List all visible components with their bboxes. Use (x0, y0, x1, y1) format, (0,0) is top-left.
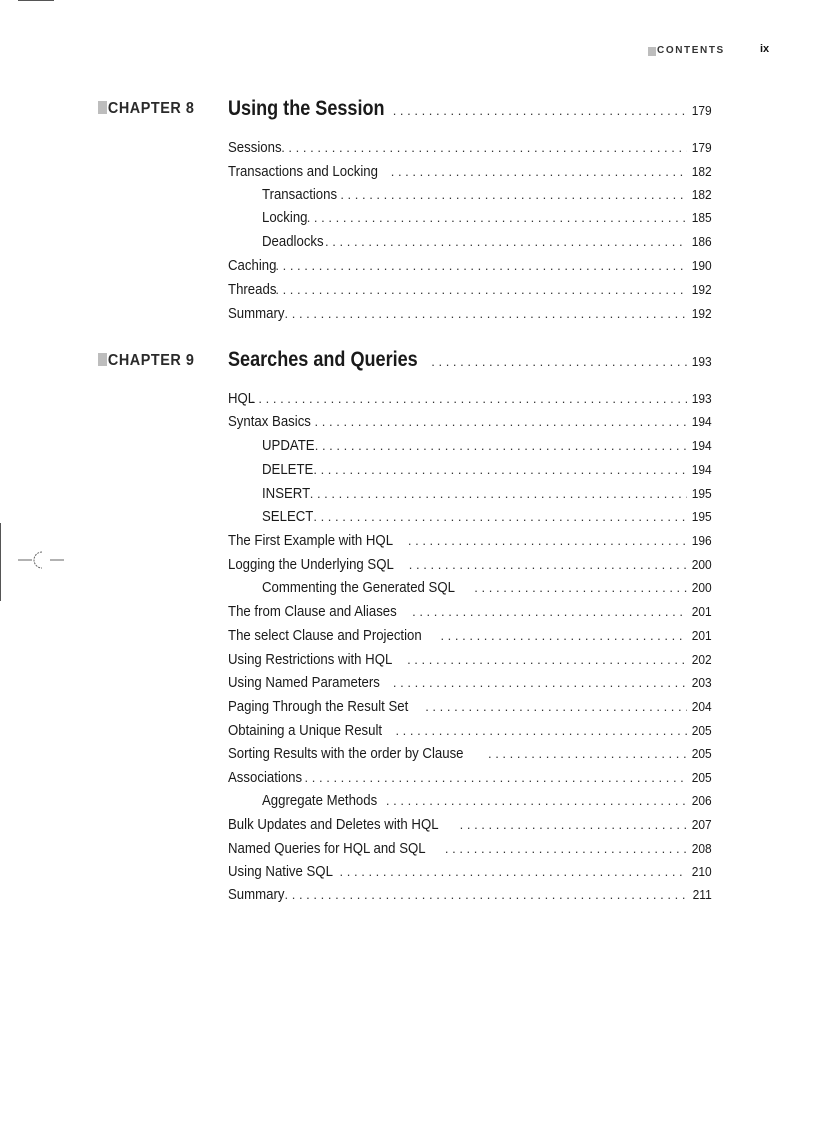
dot-leader (408, 533, 687, 549)
chapter-label-9: CHAPTER 9 (98, 352, 194, 372)
entry-page: 205 (692, 770, 712, 785)
dot-leader (474, 580, 687, 596)
toc-entry[interactable] (228, 840, 712, 857)
entry-page: 195 (692, 486, 712, 501)
dot-leader (275, 282, 687, 298)
toc-entry[interactable] (228, 627, 712, 644)
toc-subentry[interactable] (262, 792, 712, 809)
dot-leader (285, 306, 688, 322)
entry-page: 182 (692, 164, 712, 179)
toc-entry[interactable] (228, 816, 712, 833)
running-head (600, 45, 780, 61)
entry-page: 194 (692, 462, 712, 477)
entry-page: 211 (692, 887, 712, 902)
running-head-label: CONTENTS (657, 45, 725, 56)
entry-page: 200 (692, 557, 712, 572)
dot-leader (285, 887, 689, 903)
entry-page: 182 (692, 187, 712, 202)
entry-title: The select Clause and Projection (228, 627, 422, 644)
entry-title: INSERT (262, 485, 311, 502)
toc-entry[interactable] (228, 769, 712, 786)
toc-entry[interactable] (228, 532, 712, 549)
dot-leader (305, 770, 688, 786)
entry-page: 208 (692, 841, 712, 856)
entry-page: 201 (692, 604, 712, 619)
dot-leader (391, 164, 688, 180)
entry-page: 207 (692, 817, 712, 832)
toc-entry[interactable] (228, 556, 712, 573)
entry-page: 194 (692, 414, 712, 429)
entry-page: 195 (692, 509, 712, 524)
entry-title: Syntax Basics (228, 413, 311, 430)
entry-title: HQL (228, 390, 256, 407)
entry-page: 192 (692, 306, 712, 321)
toc-subentry[interactable] (262, 508, 712, 525)
entry-title: Paging Through the Result Set (228, 698, 409, 715)
entry-title: SELECT (262, 508, 314, 525)
entry-title: Using Restrictions with HQL (228, 651, 393, 668)
entry-title: Obtaining a Unique Result (228, 722, 383, 739)
entry-title: Transactions and Locking (228, 163, 378, 180)
dot-leader (310, 486, 688, 502)
entry-title: Caching (228, 257, 277, 274)
toc-entry[interactable] (228, 651, 712, 668)
toc-entry[interactable] (228, 305, 712, 322)
entry-title: UPDATE (262, 437, 315, 454)
entry-page: 201 (692, 628, 712, 643)
dot-leader (440, 628, 687, 644)
entry-title: Summary (228, 886, 285, 903)
entry-title: Deadlocks (262, 233, 324, 250)
entry-title: Bulk Updates and Deletes with HQL (228, 816, 439, 833)
entry-title: Summary (228, 305, 285, 322)
entry-page: 205 (692, 746, 712, 761)
chapter-title-row[interactable] (228, 348, 712, 372)
entry-title: Associations (228, 769, 303, 786)
toc-entry[interactable] (228, 390, 712, 407)
entry-title: Using Named Parameters (228, 674, 380, 691)
dot-leader (431, 354, 687, 370)
dot-leader (412, 604, 687, 620)
entry-page: 194 (692, 438, 712, 453)
dot-leader (393, 103, 688, 119)
toc-entry[interactable] (228, 257, 712, 274)
dot-leader (488, 746, 687, 762)
dot-leader (313, 509, 687, 525)
entry-title: Transactions (262, 186, 338, 203)
entry-page: 193 (692, 391, 712, 406)
page-number: ix (760, 43, 770, 55)
dot-leader (315, 438, 688, 454)
dot-leader (315, 414, 688, 430)
entry-title: Sorting Results with the order by Clause (228, 745, 464, 762)
dot-leader (409, 557, 688, 573)
chapter-title: Searches and Queries (228, 348, 418, 371)
entry-page: 200 (692, 580, 712, 595)
chapter-title: Using the Session (228, 97, 385, 120)
entry-page: 192 (692, 282, 712, 297)
toc-entry[interactable] (228, 413, 712, 430)
toc-entry[interactable] (228, 163, 712, 180)
toc-subentry[interactable] (262, 485, 712, 502)
toc-entry[interactable] (228, 745, 712, 762)
chapter-marker (98, 353, 107, 366)
registration-mark-icon (18, 546, 64, 582)
entry-page: 205 (692, 723, 712, 738)
toc-entry[interactable] (228, 603, 712, 620)
entry-page: 204 (692, 699, 712, 714)
crop-mark-left (0, 523, 1, 601)
dot-leader (281, 140, 687, 156)
toc-subentry[interactable] (262, 209, 712, 226)
chapter-title-row[interactable] (228, 97, 712, 121)
entry-page: 185 (692, 210, 712, 225)
entry-title: The First Example with HQL (228, 532, 394, 549)
entry-title: Named Queries for HQL and SQL (228, 840, 426, 857)
crop-mark-top (18, 0, 54, 1)
toc-entry[interactable] (228, 722, 712, 739)
entry-title: Commenting the Generated SQL (262, 579, 455, 596)
toc-subentry[interactable] (262, 233, 712, 250)
toc-entry[interactable] (228, 139, 712, 156)
entry-page: 206 (692, 793, 712, 808)
dot-leader (251, 391, 687, 407)
entry-title: Sessions (228, 139, 282, 156)
dot-leader (393, 675, 687, 691)
entry-page: 186 (692, 234, 712, 249)
toc-subentry[interactable] (262, 186, 712, 203)
toc-entry[interactable] (228, 698, 712, 715)
toc-entry[interactable] (228, 886, 712, 903)
entry-title: The from Clause and Aliases (228, 603, 397, 620)
toc-subentry[interactable] (262, 437, 712, 454)
entry-title: Threads (228, 281, 277, 298)
page-number: 193 (692, 354, 712, 369)
toc-subentry[interactable] (262, 461, 712, 478)
dot-leader (386, 793, 687, 809)
dot-leader (325, 234, 687, 250)
dot-leader (407, 652, 687, 668)
toc-subentry[interactable] (262, 579, 712, 596)
dot-leader (425, 699, 687, 715)
chapter-marker (98, 101, 107, 114)
dot-leader (313, 462, 687, 478)
entry-page: 203 (692, 675, 712, 690)
entry-title: Aggregate Methods (262, 792, 378, 809)
dot-leader (275, 258, 687, 274)
entry-page: 210 (692, 864, 712, 879)
entry-page: 196 (692, 533, 712, 548)
entry-page: 190 (692, 258, 712, 273)
entry-title: Logging the Underlying SQL (228, 556, 394, 573)
toc-entry[interactable] (228, 674, 712, 691)
dot-leader (445, 841, 687, 857)
dot-leader (340, 187, 687, 203)
entry-title: Using Native SQL (228, 863, 333, 880)
dot-leader (395, 723, 687, 739)
entry-title: DELETE (262, 461, 314, 478)
toc-entry[interactable] (228, 863, 712, 880)
page-number: 179 (692, 103, 712, 118)
dot-leader (340, 864, 688, 880)
entry-title: Locking (262, 209, 308, 226)
dot-leader (307, 210, 688, 226)
running-head-marker (648, 47, 656, 56)
entry-page: 179 (692, 140, 712, 155)
toc-entry[interactable] (228, 281, 712, 298)
entry-page: 202 (692, 652, 712, 667)
dot-leader (460, 817, 688, 833)
chapter-label-8: CHAPTER 8 (98, 100, 194, 120)
